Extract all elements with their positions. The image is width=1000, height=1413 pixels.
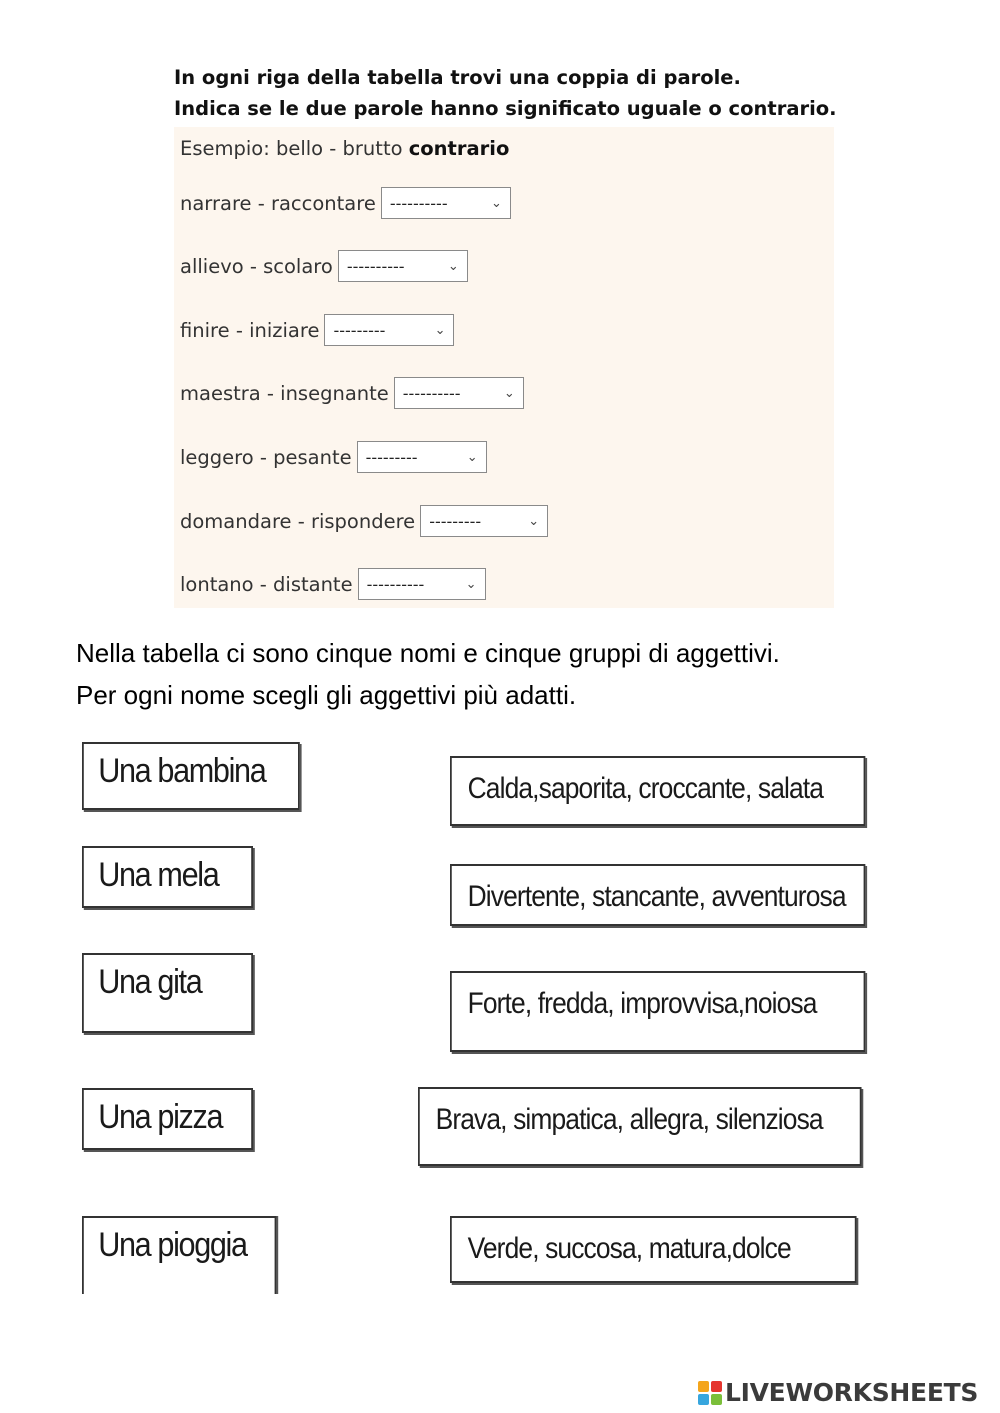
- word-pair-row: [180, 503, 548, 539]
- example-line: [180, 137, 509, 160]
- adjective-group-label: Calda,saporita, croccante, salata: [467, 772, 824, 805]
- adjective-group-box[interactable]: [450, 1216, 857, 1283]
- adjective-group-box[interactable]: [450, 756, 865, 826]
- liveworksheets-logo: [698, 1378, 978, 1407]
- instructions-exercise-2: [76, 632, 780, 716]
- answer-dropdown[interactable]: [338, 250, 468, 282]
- word-pair-label: lontano - distante: [180, 572, 353, 596]
- word-pair-label: leggero - pesante: [180, 445, 352, 469]
- word-pair-label: finire - iniziare: [180, 318, 320, 342]
- word-pair-row: [180, 312, 454, 348]
- chevron-down-icon: ⌄: [466, 449, 478, 465]
- adjective-group-label: Verde, succosa, matura,dolce: [467, 1232, 791, 1265]
- word-pair-row: [180, 248, 468, 284]
- noun-label: Una pizza: [98, 1098, 223, 1136]
- instruction-line-2: Per ogni nome scegli gli aggettivi più adatti.: [76, 680, 577, 710]
- noun-label: Una gita: [98, 963, 202, 1001]
- word-pair-row: [180, 439, 487, 475]
- dropdown-value: ----------: [389, 193, 448, 213]
- instruction-line-1: Nella tabella ci sono cinque nomi e cinque gruppi di aggettivi.: [76, 638, 780, 668]
- word-pair-row: [180, 566, 486, 602]
- adjective-group-box[interactable]: [450, 864, 865, 926]
- word-pair-label: domandare - rispondere: [180, 509, 416, 533]
- word-pair-label: maestra - insegnante: [180, 381, 389, 405]
- dropdown-value: ----------: [402, 383, 461, 403]
- noun-box[interactable]: [82, 742, 300, 810]
- adjective-group-label: Divertente, stancante, avventurosa: [467, 880, 846, 913]
- noun-box[interactable]: [82, 953, 253, 1033]
- noun-box[interactable]: [82, 1088, 253, 1150]
- example-answer: contrario: [408, 137, 510, 160]
- chevron-down-icon: ⌄: [503, 385, 515, 401]
- answer-dropdown[interactable]: [357, 441, 487, 473]
- adjective-group-label: Forte, fredda, improvvisa,noiosa: [467, 987, 817, 1020]
- word-pair-label: narrare - raccontare: [180, 191, 376, 215]
- answer-dropdown[interactable]: [324, 314, 454, 346]
- dropdown-value: ----------: [366, 574, 425, 594]
- instruction-line-1: In ogni riga della tabella trovi una coppia di parole.: [174, 66, 741, 89]
- word-pair-row: [180, 375, 524, 411]
- adjective-group-label: Brava, simpatica, allegra, silenziosa: [435, 1103, 823, 1136]
- answer-dropdown[interactable]: [394, 377, 524, 409]
- dropdown-value: ---------: [365, 447, 418, 467]
- chevron-down-icon: ⌄: [465, 576, 477, 592]
- chevron-down-icon: ⌄: [447, 258, 459, 274]
- answer-dropdown[interactable]: [381, 187, 511, 219]
- synonym-antonym-table: [174, 127, 834, 608]
- adjective-group-box[interactable]: [418, 1087, 862, 1166]
- instructions-exercise-1: [174, 62, 837, 124]
- dropdown-value: ---------: [429, 511, 482, 531]
- dropdown-value: ---------: [333, 320, 386, 340]
- answer-dropdown[interactable]: [358, 568, 486, 600]
- logo-mark-icon: [698, 1381, 722, 1405]
- noun-label: Una bambina: [98, 752, 266, 790]
- instruction-line-2: Indica se le due parole hanno significato uguale o contrario.: [174, 97, 837, 120]
- logo-text: LIVEWORKSHEETS: [725, 1378, 979, 1407]
- example-text: Esempio: bello - brutto: [180, 137, 409, 160]
- word-pair-row: [180, 185, 511, 221]
- noun-box[interactable]: [82, 846, 253, 908]
- chevron-down-icon: ⌄: [490, 195, 502, 211]
- word-pair-label: allievo - scolaro: [180, 254, 333, 278]
- chevron-down-icon: ⌄: [434, 322, 446, 338]
- adjective-group-box[interactable]: [450, 971, 865, 1052]
- chevron-down-icon: ⌄: [528, 513, 540, 529]
- noun-label: Una pioggia: [98, 1226, 247, 1264]
- dropdown-value: ----------: [346, 256, 405, 276]
- noun-box[interactable]: [82, 1216, 276, 1294]
- noun-label: Una mela: [98, 856, 219, 894]
- answer-dropdown[interactable]: [420, 505, 548, 537]
